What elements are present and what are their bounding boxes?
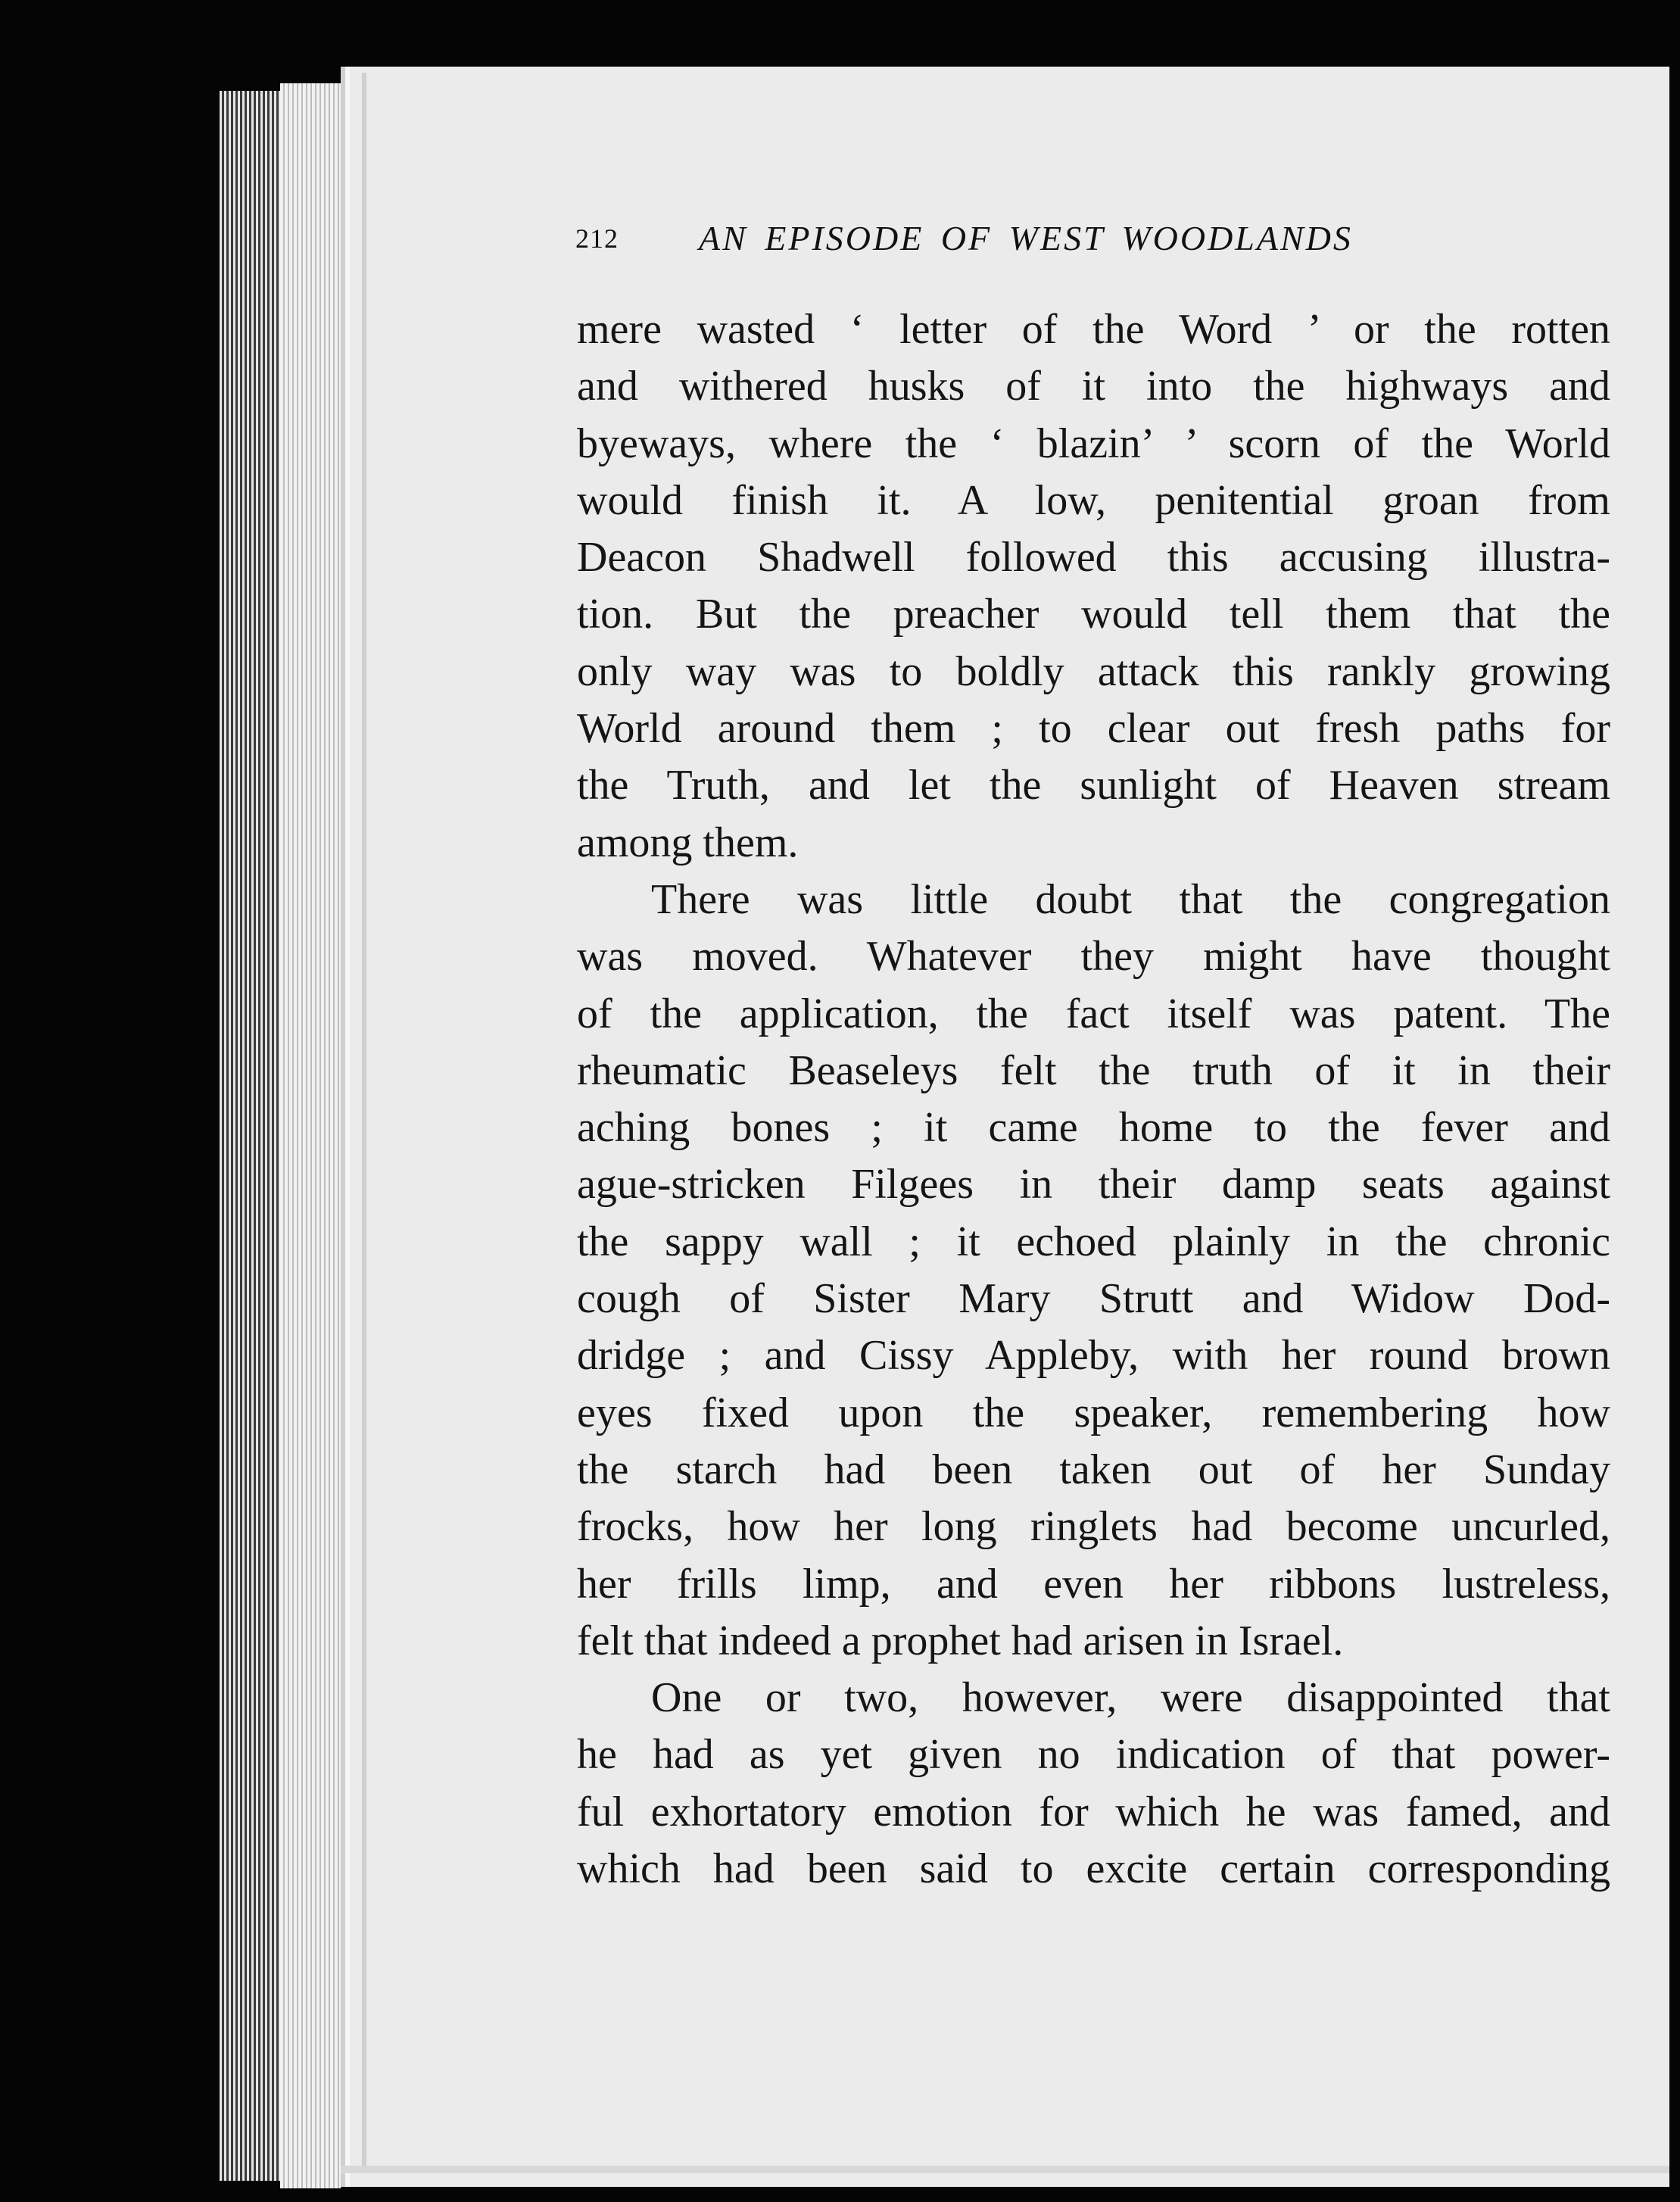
text-line: tion. But the preacher would tell them that the [577,591,1610,638]
text-line: cough of Sister Mary Strutt and Widow Dod- [577,1275,1610,1323]
text-line: the sappy wall ; it echoed plainly in the chronic [577,1218,1610,1265]
text-line: and withered husks of it into the highways and [577,363,1610,410]
text-line: among them. [577,819,799,866]
text-line: the Truth, and let the sunlight of Heaven stream [577,762,1610,809]
text-line: mere wasted ‘ letter of the Word ’ or the rotten [577,306,1610,353]
text-line: ague-stricken Filgees in their damp seats against [577,1161,1610,1209]
text-line: byeways, where the ‘ blazin’ ’ scorn of the World [577,420,1610,467]
text-line: There was little doubt that the congregation [651,875,1610,923]
text-line: the starch had been taken out of her Sunday [577,1446,1610,1493]
text-line: her frills limp, and even her ribbons lustreless, [577,1560,1610,1608]
text-line: Deacon Shadwell followed this accusing illustra- [577,534,1610,582]
text-line: would finish it. A low, penitential groan from [577,476,1610,524]
text-line: ful exhortatory emotion for which he was famed, and [577,1788,1610,1836]
text-line: frocks, how her long ringlets had become uncurled, [577,1503,1610,1551]
text-line: One or two, however, were disappointed that [651,1674,1610,1722]
text-line: felt that indeed a prophet had arisen in Israel. [577,1617,1344,1664]
text-line: aching bones ; it came home to the fever and [577,1104,1610,1152]
text-line: which had been said to excite certain corresponding [577,1845,1610,1893]
text-line: he had as yet given no indication of that power- [577,1731,1610,1779]
text-line: rheumatic Beaseleys felt the truth of it in their [577,1046,1610,1094]
text-line: of the application, the fact itself was patent. The [577,990,1610,1037]
running-head [575,218,1605,264]
running-title: AN EPISODE OF WEST WOODLANDS [699,219,1353,257]
page-bottom-edge [341,2166,1669,2173]
page-gutter-line [362,73,366,2170]
page-edges-left [220,91,280,2181]
text-line: was moved. Whatever they might have thought [577,933,1610,981]
text-line: dridge ; and Cissy Appleby, with her round brown [577,1332,1610,1380]
text-line: eyes fixed upon the speaker, remembering how [577,1389,1610,1436]
body-text [577,301,1610,1898]
text-line: only way was to boldly attack this rankly growing [577,647,1610,695]
page-edges-inner [280,83,341,2188]
page-number: 212 [575,223,619,254]
text-line: World around them ; to clear out fresh paths for [577,705,1610,753]
